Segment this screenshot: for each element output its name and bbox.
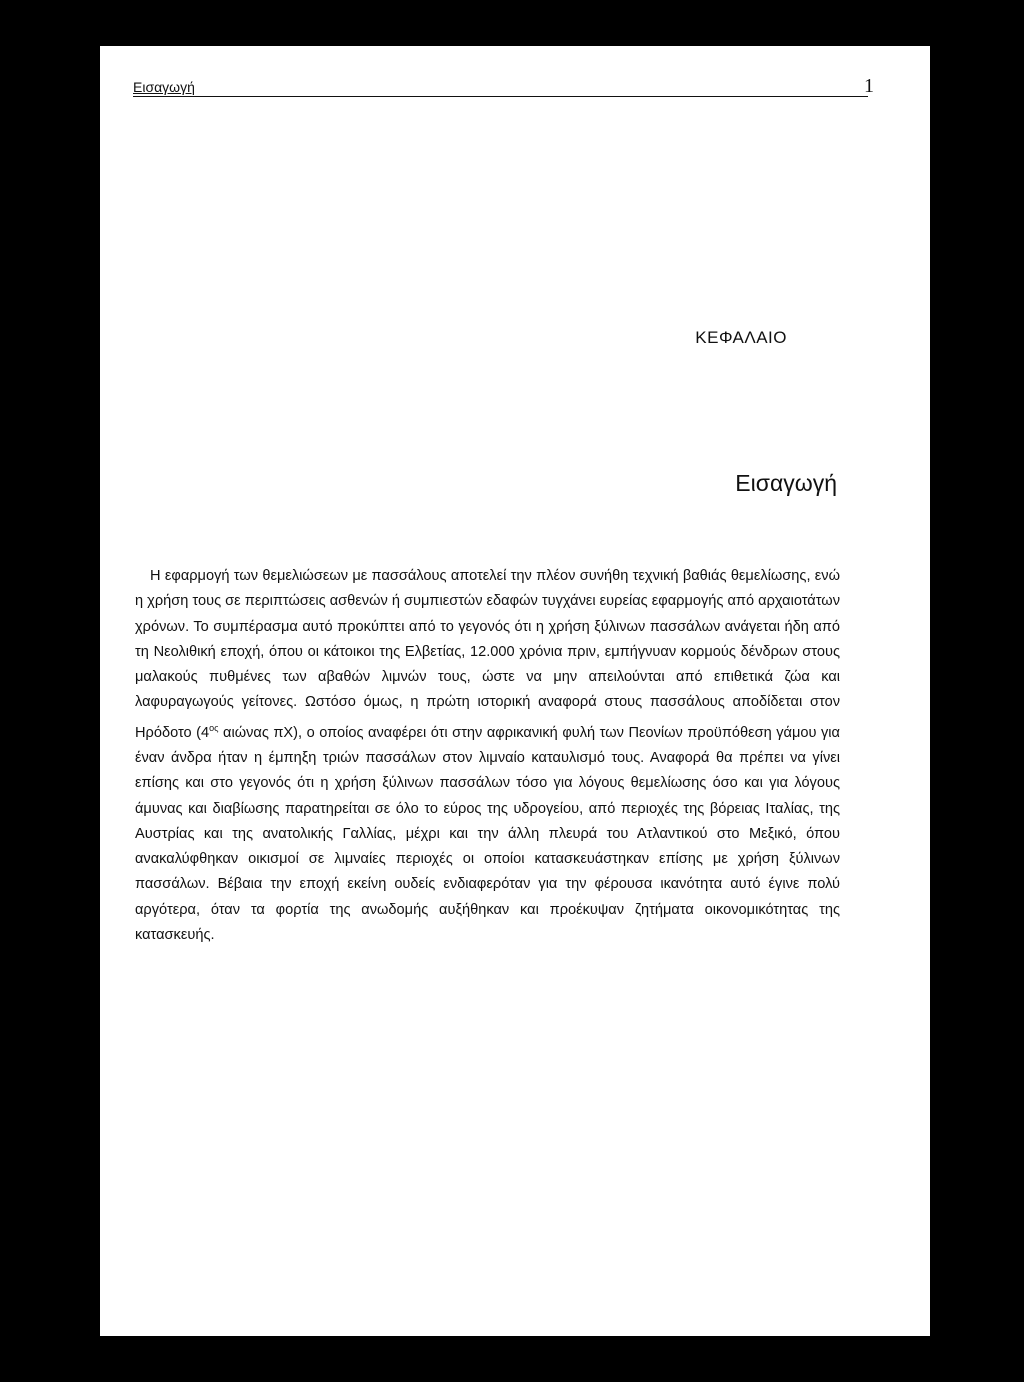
chapter-title: Εισαγωγή (735, 470, 837, 496)
page-number: 1 (864, 75, 874, 97)
header-section-title: Εισαγωγή (133, 79, 195, 95)
paragraph-text-part-2: αιώνας πΧ), ο οποίος αναφέρει ότι στην αφρικανική φυλή των Πεονίων προϋπόθεση γάμου για έναν άνδρα ήταν η έμπηξη τριών πασσάλων στον λιμναίο καταυλισμό τους. Αναφορά θα πρέπει να γίνει επίσης και στο γεγονός ότι η χρήση ξύλινων πασσάλων τόσο για λόγους θεμελίωσης όσο και για λόγους άμυνας και διαβίωσης παρατηρείται σε όλο το εύρος της υδρογείου, από περιοχές της βόρειας Ιταλίας, της Αυστρίας και της ανατολικής Γαλλίας, μέχρι και την άλλη πλευρά του Ατλαντικού στο Μεξικό, όπου ανακαλύφθηκαν οικισμοί σε λιμναίες περιοχές οι οποίοι κατασκευάστηκαν επίσης με χρήση ξύλινων πασσάλων. Βέβαια την εποχή εκείνη ουδείς ενδιαφερόταν για την φέρουσα ικανότητα αυτό έγινε πολύ αργότερα, όταν τα φορτία της ανωδομής αυξήθηκαν και προέκυψαν ζητήματα οικονομικότητας της κατασκευής. (135, 724, 840, 944)
chapter-label: ΚΕΦΑΛΑΙΟ (695, 328, 787, 347)
body-paragraph (135, 564, 840, 948)
paragraph-text-part-1: Η εφαρμογή των θεμελιώσεων με πασσάλους αποτελεί την πλέον συνήθη τεχνική βαθιάς θεμελίωσης, ενώ η χρήση τους σε περιπτώσεις ασθενών ή συμπιεστών εδαφών τυγχάνει ευρείας εφαρμογής από αρχαιοτάτων χρόνων. Το συμπέρασμα αυτό προκύπτει από το γεγονός ότι η χρήση ξύλινων πασσάλων ανάγεται ήδη από τη Νεολιθική εποχή, όπου οι κάτοικοι της Ελβετίας, 12.000 χρόνια πριν, εμπήγνυαν κορμούς δένδρων στους μαλακούς πυθμένες των αβαθών λιμνών τους, ώστε να μην απειλούνται από επιθετικά ζώα και λαφυραγωγούς γείτονες. Ωστόσο όμως, η πρώτη ιστορική αναφορά στους πασσάλους αποδίδεται στον Ηρόδοτο (4 (135, 568, 840, 741)
ordinal-superscript: ος (209, 722, 219, 733)
document-page (100, 46, 930, 1336)
running-header (133, 75, 874, 97)
